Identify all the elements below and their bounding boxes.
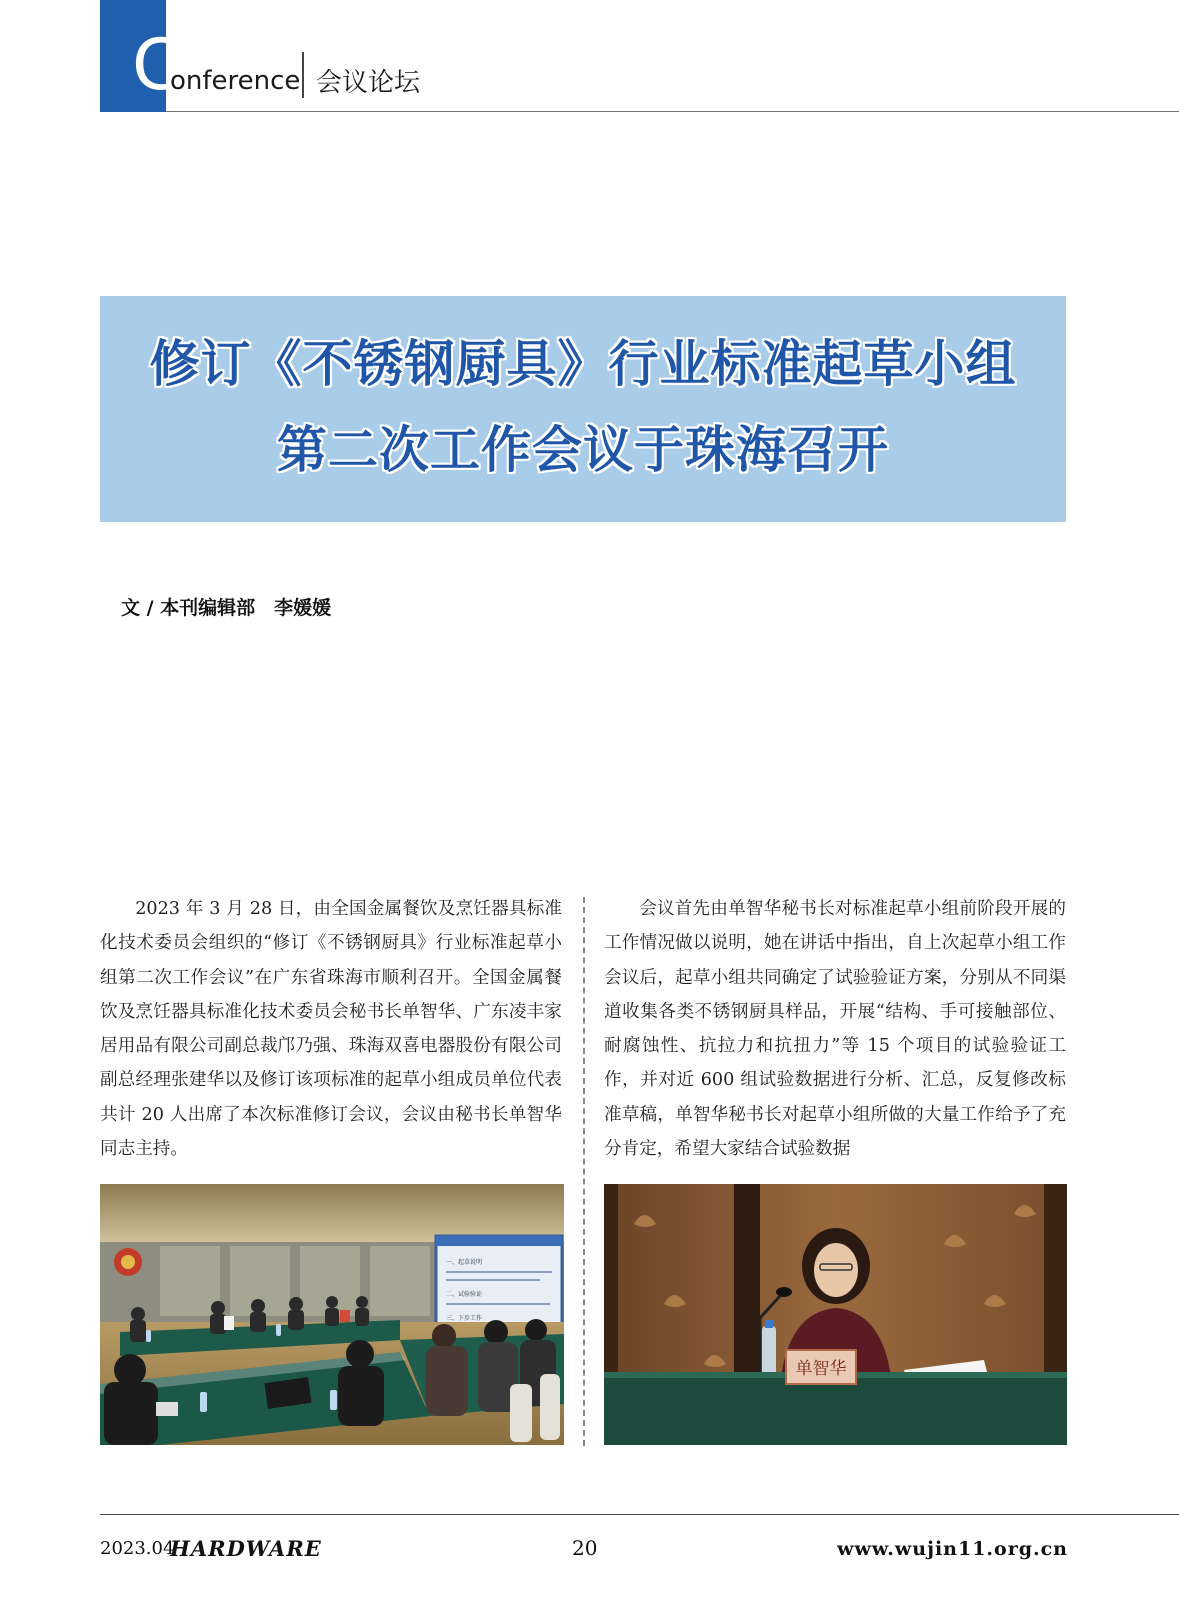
meeting-room-photo xyxy=(100,1184,564,1445)
article-title-line-1: 修订《不锈钢厨具》行业标准起草小组 xyxy=(149,335,1017,393)
slide-line: 一、起草说明 xyxy=(446,1259,483,1266)
slide-line: 二、试验验证 xyxy=(446,1291,483,1298)
slide-line: 三、下步工作 xyxy=(446,1315,483,1322)
footer-magazine-name: HARDWARE xyxy=(170,1536,322,1561)
header-separator xyxy=(302,52,304,98)
body-column-right xyxy=(604,892,1066,1166)
article-title-banner xyxy=(100,296,1066,522)
column-divider xyxy=(583,897,585,1446)
speaker-nameplate: 单智华 xyxy=(795,1359,847,1379)
section-english-label: onference xyxy=(170,66,301,96)
body-paragraph: 会议首先由单智华秘书长对标准起草小组前阶段开展的工作情况做以说明，她在讲话中指出，自上次起草小组工作会议后，起草小组共同确定了试验验证方案，分别从不同渠道收集各类不锈钢厨具样品，开展“结构、手可接触部位、耐腐蚀性、抗拉力和抗扭力”等 15 个项目的试验验证工作，并对近 600 组试验数据进行分析、汇总，反复修改标准草稿，单智华秘书长对起草小组所做的大量工作给予了充分肯定，希望大家结合试验数据 xyxy=(604,899,1066,1160)
body-paragraph: 2023 年 3 月 28 日，由全国金属餐饮及烹饪器具标准化技术委员会组织的“修订《不锈钢厨具》行业标准起草小组第二次工作会议”在广东省珠海市顺利召开。全国金属餐饮及烹饪器具标准化技术委员会秘书长单智华、广东凌丰家居用品有限公司副总裁邝乃强、珠海双喜电器股份有限公司副总经理张建华以及修订该项标准的起草小组成员单位代表共计 20 人出席了本次标准修订会议，会议由秘书长单智华同志主持。 xyxy=(100,899,562,1160)
page-number: 20 xyxy=(572,1536,598,1560)
article-title-line-2: 第二次工作会议于珠海召开 xyxy=(277,421,889,479)
body-column-left xyxy=(100,892,562,1166)
section-chinese-label: 会议论坛 xyxy=(316,68,421,98)
section-initial-letter: C xyxy=(132,24,181,106)
byline: 文 / 本刊编辑部 李媛媛 xyxy=(121,597,332,619)
speaker-photo xyxy=(604,1184,1067,1445)
footer-website: www.wujin11.org.cn xyxy=(837,1538,1068,1560)
footer-issue: 2023.04 xyxy=(100,1538,175,1559)
footer-rule xyxy=(100,1514,1179,1515)
header-rule xyxy=(166,111,1179,112)
